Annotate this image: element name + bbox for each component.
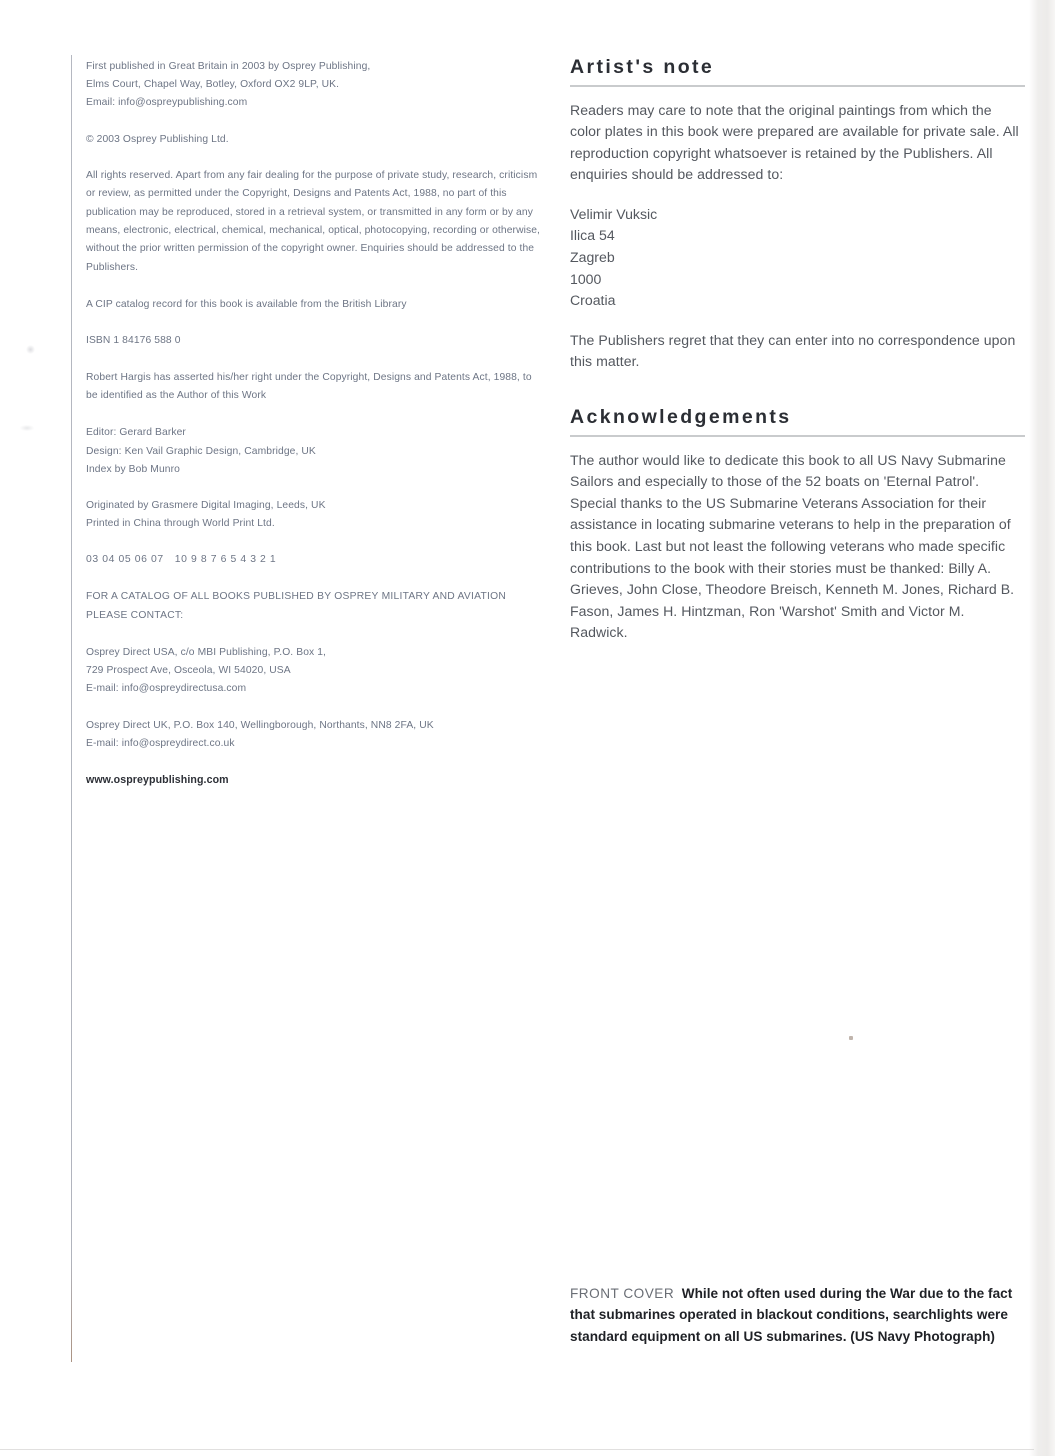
heading-divider-rule	[570, 85, 1025, 87]
page-bottom-edge	[0, 1449, 1034, 1450]
usa-address-line-1: Osprey Direct USA, c/o MBI Publishing, P.O. Box 1,	[86, 646, 327, 658]
scan-artifact	[26, 345, 35, 354]
front-cover-label: FRONT COVER	[570, 1286, 675, 1301]
isbn-line: ISBN 1 84176 588 0	[86, 335, 181, 347]
cip-record-line: A CIP catalog record for this book is available from the British Library	[86, 299, 407, 311]
front-cover-caption-text: While not often used during the War due to the fact that submarines operated in blackout conditions, searchlights were standard equipment on all US submarines. (US Navy Photograph)	[570, 1286, 1013, 1344]
acknowledgements-heading: Acknowledgements	[570, 406, 792, 429]
copyright-line: © 2003 Osprey Publishing Ltd.	[86, 133, 229, 145]
notes-column	[570, 55, 1025, 662]
scan-artifact	[849, 1036, 853, 1040]
publisher-email: Email: info@ospreypublishing.com	[86, 97, 248, 109]
publisher-website: www.ospreypublishing.com	[86, 773, 229, 786]
index-line: Index by Bob Munro	[86, 463, 180, 475]
usa-email: E-mail: info@ospreydirectusa.com	[86, 683, 247, 695]
usa-address-line-2: 729 Prospect Ave, Osceola, WI 54020, USA	[86, 665, 291, 677]
design-line: Design: Ken Vail Graphic Design, Cambridge, UK	[86, 445, 316, 457]
heading-divider-rule	[570, 435, 1025, 437]
printed-line: Printed in China through World Print Ltd.	[86, 518, 275, 530]
artist-name: Velimir Vuksic	[570, 205, 658, 222]
publisher-line-2: Elms Court, Chapel Way, Botley, Oxford OX2 9LP, UK.	[86, 79, 340, 91]
print-run-line	[86, 551, 541, 569]
front-cover-caption	[570, 1283, 1032, 1347]
originated-line: Originated by Grasmere Digital Imaging, Leeds, UK	[86, 500, 326, 512]
artist-city: Zagreb	[570, 249, 615, 266]
uk-address-line-1: Osprey Direct UK, P.O. Box 140, Wellingborough, Northants, NN8 2FA, UK	[86, 719, 434, 731]
catalog-notice: FOR A CATALOG OF ALL BOOKS PUBLISHED BY OSPREY MILITARY AND AVIATION PLEASE CONTACT:	[86, 591, 507, 621]
artists-note-paragraph: Readers may care to note that the original paintings from which the color plates in this book were prepared are available for private sale. All reproduction copyright whatsoever is retained by the Publishers. All enquiries should be addressed to:	[570, 101, 1019, 183]
page-gutter-shadow	[1029, 0, 1055, 1456]
usa-contact-block	[86, 644, 541, 699]
artist-address-block	[570, 204, 1025, 312]
scan-artifact	[20, 425, 34, 431]
column-divider-rule	[71, 55, 72, 1362]
imprint-column	[86, 58, 541, 789]
publisher-line-1: First published in Great Britain in 2003 by Osprey Publishing,	[86, 61, 371, 72]
print-run-years: 03 04 05 06 07	[86, 554, 164, 566]
author-assertion-paragraph: Robert Hargis has asserted his/her right under the Copyright, Designs and Patents Act, 1988, to be identified as the Author of this Work	[86, 371, 532, 402]
publishers-regret-paragraph: The Publishers regret that they can enter into no correspondence upon this matter.	[570, 331, 1016, 370]
editor-line: Editor: Gerard Barker	[86, 427, 186, 439]
uk-email: E-mail: info@ospreydirect.co.uk	[86, 737, 235, 749]
uk-contact-block	[86, 717, 541, 753]
artist-postcode: 1000	[570, 270, 602, 287]
artist-country: Croatia	[570, 292, 616, 309]
artists-note-heading: Artist's note	[570, 56, 715, 78]
rights-reserved-paragraph: All rights reserved. Apart from any fair dealing for the purpose of private study, research, criticism or review, as permitted under the Copyright, Designs and Patents Act, 1988, no part of this publication may be reproduced, stored in a retrieval system, or transmitted in any form or by any means, electronic, electrical, chemical, mechanical, optical, photocopying, recording or otherwise, without the prior written permission of the copyright owner. Enquiries should be addressed to the Publishers.	[86, 169, 541, 273]
artist-street: Ilica 54	[570, 227, 615, 244]
production-block	[86, 497, 541, 533]
acknowledgements-paragraph: The author would like to dedicate this book to all US Navy Submarine Sailors and especially to those of the 52 boats on 'Eternal Patrol'. Special thanks to the US Submarine Veterans Association for their assistance in locating submarine veterans to help in the preparation of this book. Last but not least the following veterans who made specific contributions to the book with their stories must be thanked: Billy A. Grieves, John Close, Theodore Breisch, Kenneth M. Jones, Richard B. Fason, James H. Hintzman, Ron 'Warshot' Smith and Victor M. Radwick.	[570, 451, 1015, 641]
publisher-block	[86, 58, 541, 113]
print-run-impressions: 10 9 8 7 6 5 4 3 2 1	[174, 554, 277, 566]
section-spacer	[570, 391, 1025, 405]
credits-block	[86, 424, 541, 479]
